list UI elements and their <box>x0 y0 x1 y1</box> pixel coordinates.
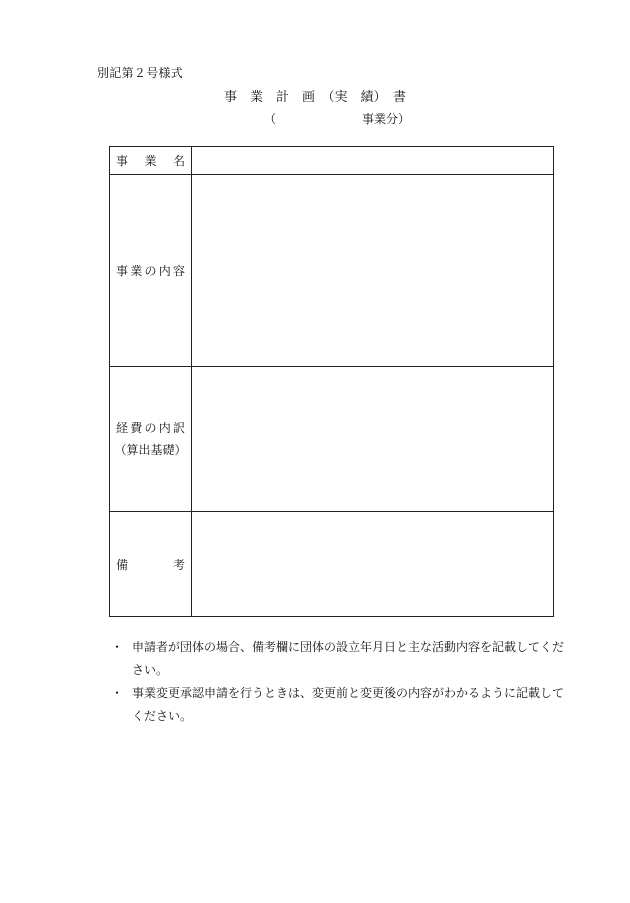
bullet: ・ <box>111 686 124 700</box>
notes-list <box>110 636 570 728</box>
note-text: 申請者が団体の場合、備考欄に団体の設立年月日と主な活動内容を記載してください。 <box>132 640 565 677</box>
form-number: 別記第２号様式 <box>97 66 184 80</box>
row-label-remarks: 備考 <box>110 512 192 617</box>
row-label-cost-breakdown: 経費の内訳 （算出基礎） <box>110 367 192 512</box>
row-label-business-name: 事業名 <box>110 147 192 175</box>
row-label-business-content: 事業の内容 <box>110 175 192 367</box>
business-name-field[interactable] <box>192 147 554 175</box>
note-text: 事業変更承認申請を行うときは、変更前と変更後の内容がわかるように記載してください。 <box>132 686 565 723</box>
subtitle-suffix: 事業分） <box>362 112 411 126</box>
table-row <box>110 512 554 617</box>
note-item <box>110 636 570 682</box>
remarks-field[interactable] <box>192 512 554 617</box>
business-content-field[interactable] <box>192 175 554 367</box>
note-item <box>110 682 570 728</box>
table-row <box>110 147 554 175</box>
cost-breakdown-field[interactable] <box>192 367 554 512</box>
bullet: ・ <box>111 640 124 654</box>
document-title: 事 業 計 画 （実 績） 書 <box>223 90 406 105</box>
table-row <box>110 175 554 367</box>
subtitle-open-paren: （ <box>264 112 277 126</box>
table-row <box>110 367 554 512</box>
plan-table <box>109 146 554 617</box>
